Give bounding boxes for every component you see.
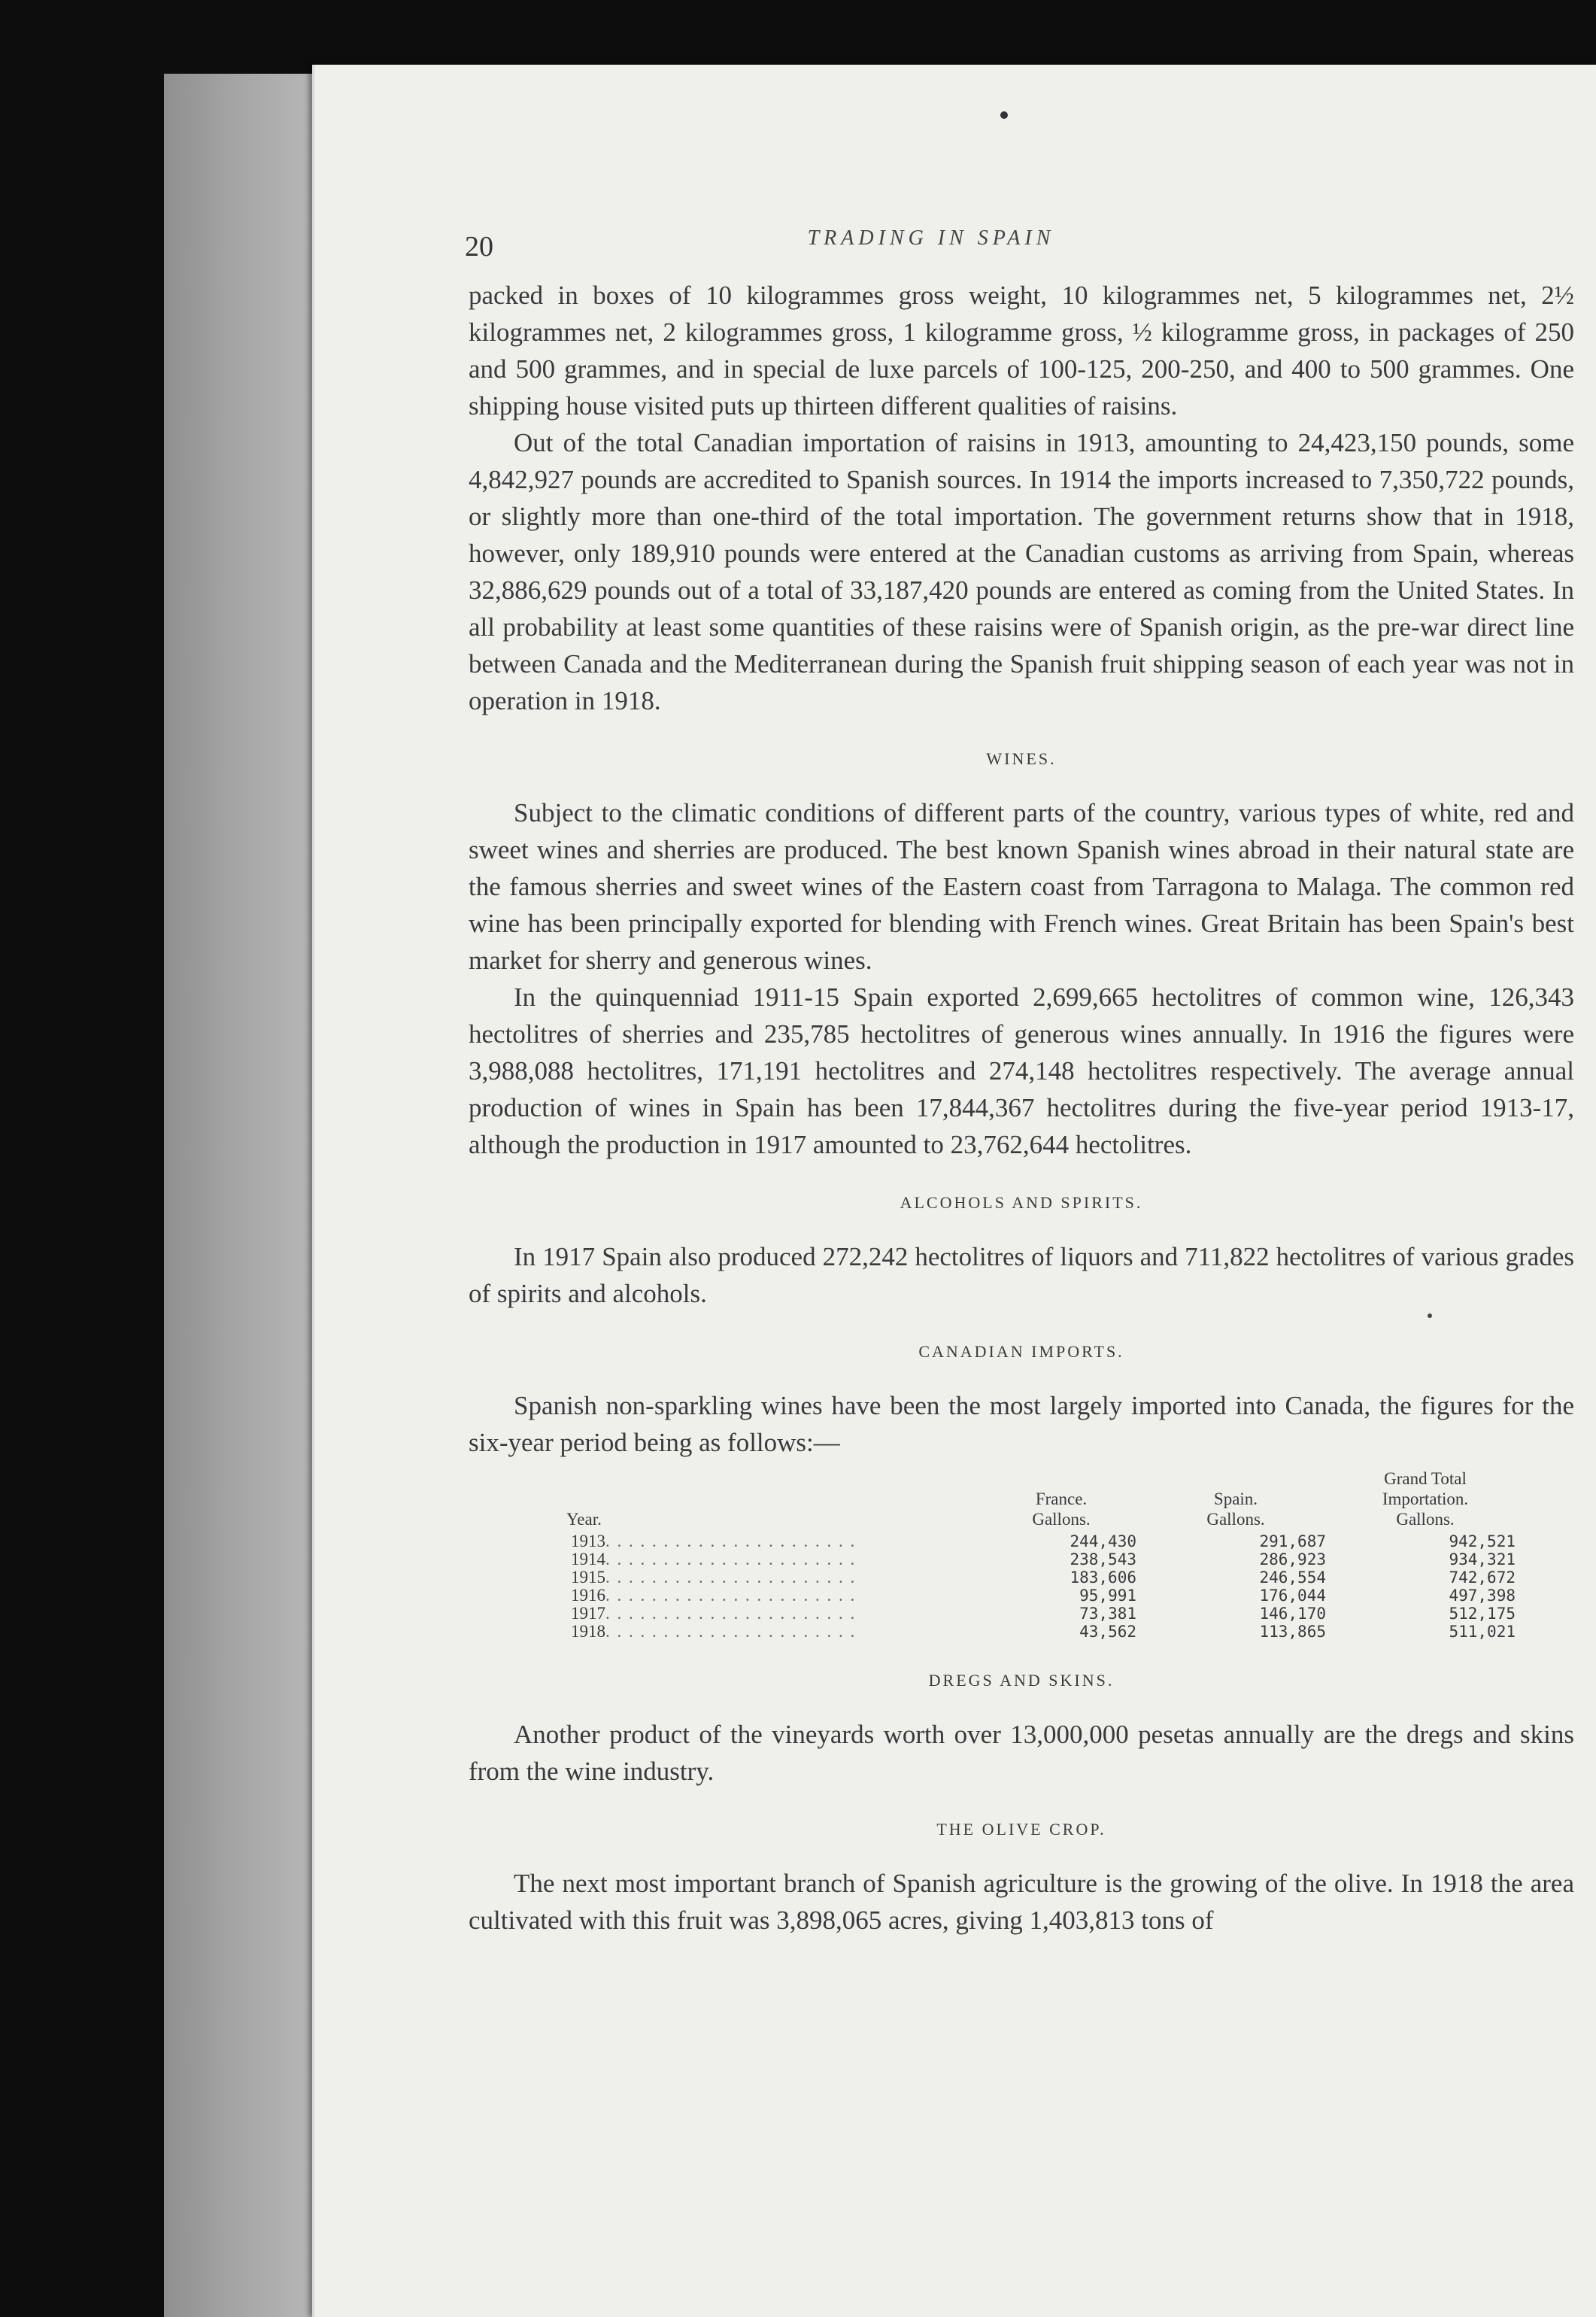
total-gallons-cell: 512,175 xyxy=(1449,1605,1516,1623)
total-gallons-cell: 497,398 xyxy=(1449,1587,1516,1605)
column-header-france-line-2: Gallons. xyxy=(1032,1510,1091,1529)
total-gallons-cell: 742,672 xyxy=(1449,1568,1516,1587)
spain-gallons-cell: 113,865 xyxy=(1259,1623,1326,1641)
table-row xyxy=(566,1587,1520,1605)
france-gallons-cell: 73,381 xyxy=(1079,1605,1136,1623)
year-cell xyxy=(566,1623,982,1641)
raisins-paragraph-2: Out of the total Canadian importation of raisins in 1913, amounting to 24,423,150 pounds, some 4,842,927 pounds are accredited to Spanish sources. In 1914 the imports increased to 7,350,722 pounds, or slightly more than one-third of the total importation. The government returns show that in 1918, however, only 189,910 pounds were entered at the Canadian customs as arriving from Spain, whereas 32,886,629 pounds out of a total of 33,187,420 pounds are entered as coming from the United States. In all probability at least some quantities of these raisins were of Spanish origin, as the pre-war direct line between Canada and the Mediterranean during the Spanish fruit shipping season of each year was not in operation in 1918. xyxy=(469,428,1574,715)
year-value: 1916 xyxy=(571,1586,605,1605)
year-cell xyxy=(566,1587,982,1605)
ink-dot xyxy=(1000,111,1008,119)
table-row xyxy=(566,1623,1520,1641)
column-header-france xyxy=(982,1468,1141,1532)
column-header-france-line-1: France. xyxy=(1035,1490,1088,1508)
spain-gallons-cell: 146,170 xyxy=(1259,1605,1326,1623)
table-row xyxy=(566,1532,1520,1550)
dot-leader: . . . . . . . . . . . . . . . . . . . . . . xyxy=(605,1586,857,1605)
dot-leader: . . . . . . . . . . . . . . . . . . . . . . xyxy=(605,1568,857,1587)
france-gallons-cell: 43,562 xyxy=(1079,1623,1136,1641)
section-heading-wines: WINES. xyxy=(986,749,1057,768)
spain-gallons-cell: 246,554 xyxy=(1259,1568,1326,1587)
year-value: 1917 xyxy=(571,1604,605,1623)
france-gallons-cell: 183,606 xyxy=(1070,1568,1136,1587)
france-gallons-cell: 238,543 xyxy=(1070,1550,1136,1568)
table-row xyxy=(566,1550,1520,1568)
column-header-total-line-1: Grand Total xyxy=(1384,1469,1467,1488)
dregs-paragraph: Another product of the vineyards worth over 13,000,000 pesetas annually are the dregs and skins from the wine industry. xyxy=(469,1720,1574,1786)
section-heading-canadian-imports: CANADIAN IMPORTS. xyxy=(918,1342,1124,1361)
table-row xyxy=(566,1568,1520,1587)
total-gallons-cell: 942,521 xyxy=(1449,1532,1516,1550)
table-row xyxy=(566,1605,1520,1623)
dot-leader: . . . . . . . . . . . . . . . . . . . . . . xyxy=(605,1532,857,1550)
year-value: 1915 xyxy=(571,1568,605,1587)
section-heading-olive-crop: THE OLIVE CROP. xyxy=(936,1820,1106,1839)
page-body xyxy=(469,277,1574,1939)
column-header-spain-line-1: Spain. xyxy=(1213,1490,1258,1508)
year-value: 1914 xyxy=(571,1550,605,1568)
dot-leader: . . . . . . . . . . . . . . . . . . . . . . xyxy=(605,1622,857,1641)
book-page xyxy=(314,65,1596,2317)
running-head: TRADING IN SPAIN xyxy=(807,226,1055,250)
year-value: 1913 xyxy=(571,1532,605,1550)
france-gallons-cell: 244,430 xyxy=(1070,1532,1136,1550)
section-heading-dregs: DREGS AND SKINS. xyxy=(928,1671,1115,1690)
year-cell xyxy=(566,1605,982,1623)
total-gallons-cell: 934,321 xyxy=(1449,1550,1516,1568)
wines-paragraph-1: Subject to the climatic conditions of different parts of the country, various types of white, red and sweet wines and sherries are produced. The best known Spanish wines abroad in their natural state are the famous sherries and sweet wines of the Eastern coast from Tarragona to Malaga. The common red wine has been principally exported for blending with French wines. Great Britain has been Spain's best market for sherry and generous wines. xyxy=(469,798,1574,975)
year-cell xyxy=(566,1532,982,1550)
canadian-imports-paragraph: Spanish non-sparkling wines have been the most largely imported into Canada, the figures for the six-year period being as follows:— xyxy=(469,1391,1574,1457)
year-value: 1918 xyxy=(571,1622,605,1641)
dot-leader: . . . . . . . . . . . . . . . . . . . . . . xyxy=(605,1604,857,1623)
alcohols-paragraph: In 1917 Spain also produced 272,242 hectolitres of liquors and 711,822 hectolitres of various grades of spirits and alcohols. xyxy=(469,1242,1574,1308)
column-header-grand-total xyxy=(1331,1468,1520,1532)
table-header-row xyxy=(566,1468,1520,1532)
wine-imports-table xyxy=(566,1468,1520,1641)
section-heading-alcohols: ALCOHOLS AND SPIRITS. xyxy=(900,1193,1143,1212)
year-cell xyxy=(566,1568,982,1587)
olive-paragraph: The next most important branch of Spanish agriculture is the growing of the olive. In 1918 the area cultivated with this fruit was 3,898,065 acres, giving 1,403,813 tons of xyxy=(469,1869,1574,1935)
spain-gallons-cell: 176,044 xyxy=(1259,1587,1326,1605)
spain-gallons-cell: 291,687 xyxy=(1259,1532,1326,1550)
dot-leader: . . . . . . . . . . . . . . . . . . . . . . xyxy=(605,1550,857,1568)
spain-gallons-cell: 286,923 xyxy=(1259,1550,1326,1568)
total-gallons-cell: 511,021 xyxy=(1449,1623,1516,1641)
year-cell xyxy=(566,1550,982,1568)
column-header-year xyxy=(566,1468,982,1532)
book-edge-strip xyxy=(164,74,322,2317)
page-number: 20 xyxy=(465,231,493,263)
column-header-total-line-3: Gallons. xyxy=(1396,1510,1455,1529)
raisins-paragraph-1: packed in boxes of 10 kilogrammes gross weight, 10 kilogrammes net, 5 kilogrammes net, 2½ kilogrammes net, 2 kilogrammes gross, 1 kilogramme gross, ½ kilogramme gross, in packages of 250 and 500 grammes, and in special de luxe parcels of 100-125, 200-250, and 400 to 500 grammes. One shipping house visited puts up thirteen different qualities of raisins. xyxy=(469,281,1574,421)
column-header-spain xyxy=(1141,1468,1331,1532)
column-header-year-label: Year. xyxy=(566,1510,602,1529)
wines-paragraph-2: In the quinquenniad 1911-15 Spain exported 2,699,665 hectolitres of common wine, 126,343 hectolitres of sherries and 235,785 hectolitres of generous wines annually. In 1916 the figures were 3,988,088 hectolitres, 171,191 hectolitres and 274,148 hectolitres respectively. The average annual production of wines in Spain has been 17,844,367 hectolitres during the five-year period 1913-17, although the production in 1917 amounted to 23,762,644 hectolitres. xyxy=(469,982,1574,1159)
column-header-spain-line-2: Gallons. xyxy=(1206,1510,1265,1529)
column-header-total-line-2: Importation. xyxy=(1382,1490,1469,1508)
france-gallons-cell: 95,991 xyxy=(1079,1587,1136,1605)
